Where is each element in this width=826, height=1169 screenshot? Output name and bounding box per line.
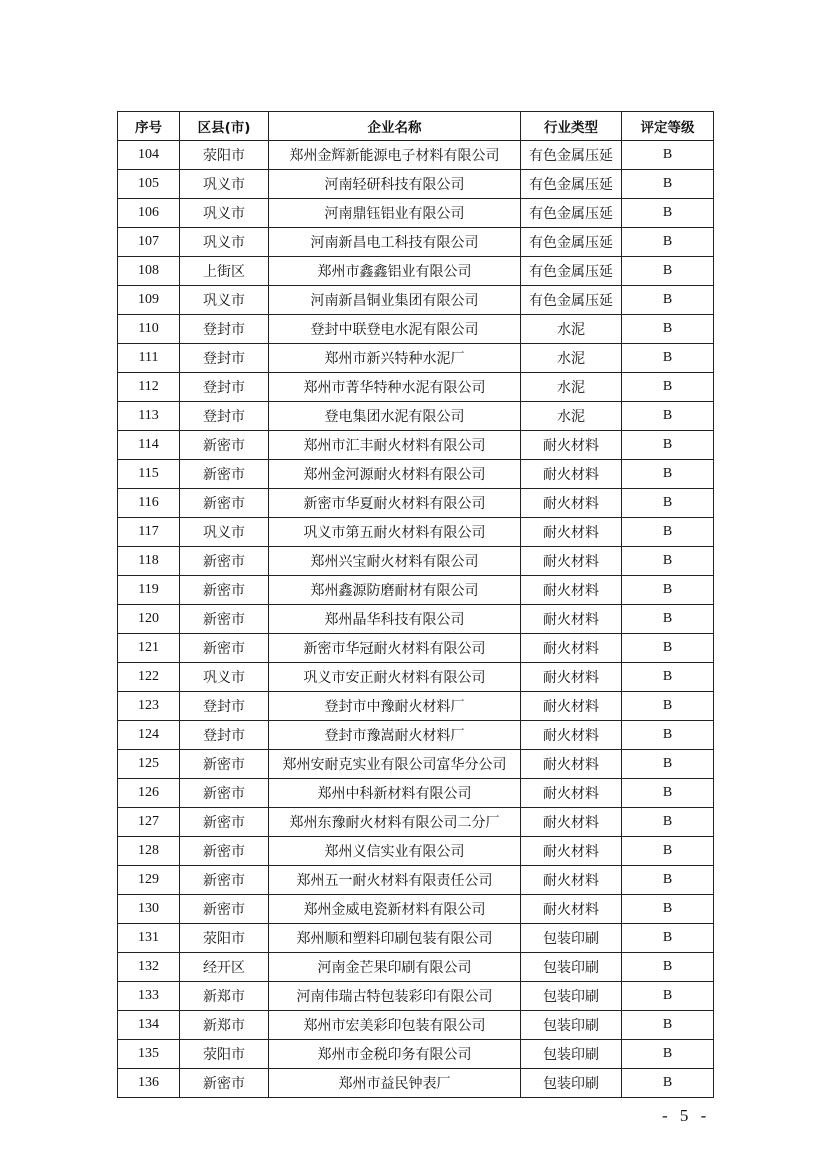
cell-index: 128	[118, 837, 180, 866]
cell-district: 登封市	[180, 344, 269, 373]
cell-industry: 包装印刷	[521, 953, 622, 982]
cell-grade: B	[622, 1069, 714, 1098]
cell-district: 新密市	[180, 605, 269, 634]
cell-company: 河南轻研科技有限公司	[269, 170, 521, 199]
cell-company: 郑州鑫源防磨耐材有限公司	[269, 576, 521, 605]
cell-industry: 耐火材料	[521, 779, 622, 808]
cell-grade: B	[622, 199, 714, 228]
cell-company: 新密市华夏耐火材料有限公司	[269, 489, 521, 518]
table-row	[118, 373, 714, 402]
cell-index: 113	[118, 402, 180, 431]
cell-company: 河南新昌电工科技有限公司	[269, 228, 521, 257]
cell-grade: B	[622, 315, 714, 344]
page-number: - 5 -	[662, 1106, 711, 1125]
cell-index: 114	[118, 431, 180, 460]
cell-district: 上街区	[180, 257, 269, 286]
table-row	[118, 721, 714, 750]
table-row	[118, 344, 714, 373]
cell-industry: 耐火材料	[521, 721, 622, 750]
header-district: 区县(市)	[180, 112, 269, 141]
cell-district: 新密市	[180, 634, 269, 663]
cell-index: 104	[118, 141, 180, 170]
cell-grade: B	[622, 170, 714, 199]
cell-grade: B	[622, 924, 714, 953]
cell-company: 郑州顺和塑料印刷包装有限公司	[269, 924, 521, 953]
cell-grade: B	[622, 895, 714, 924]
cell-industry: 包装印刷	[521, 1069, 622, 1098]
table-row	[118, 1040, 714, 1069]
table-row	[118, 402, 714, 431]
table-row	[118, 489, 714, 518]
cell-index: 107	[118, 228, 180, 257]
cell-district: 巩义市	[180, 518, 269, 547]
cell-district: 巩义市	[180, 170, 269, 199]
cell-index: 112	[118, 373, 180, 402]
cell-company: 郑州金威电瓷新材料有限公司	[269, 895, 521, 924]
cell-index: 111	[118, 344, 180, 373]
table-row	[118, 315, 714, 344]
cell-index: 108	[118, 257, 180, 286]
cell-index: 130	[118, 895, 180, 924]
table-row	[118, 1069, 714, 1098]
cell-district: 新密市	[180, 808, 269, 837]
cell-grade: B	[622, 489, 714, 518]
cell-industry: 耐火材料	[521, 576, 622, 605]
cell-index: 129	[118, 866, 180, 895]
cell-district: 登封市	[180, 315, 269, 344]
cell-grade: B	[622, 663, 714, 692]
table-row	[118, 953, 714, 982]
table-body	[118, 141, 714, 1098]
cell-industry: 水泥	[521, 344, 622, 373]
cell-company: 登电集团水泥有限公司	[269, 402, 521, 431]
header-grade: 评定等级	[622, 112, 714, 141]
header-company: 企业名称	[269, 112, 521, 141]
cell-company: 巩义市第五耐火材料有限公司	[269, 518, 521, 547]
cell-grade: B	[622, 605, 714, 634]
cell-grade: B	[622, 518, 714, 547]
cell-company: 巩义市安正耐火材料有限公司	[269, 663, 521, 692]
cell-industry: 耐火材料	[521, 431, 622, 460]
cell-company: 郑州晶华科技有限公司	[269, 605, 521, 634]
cell-industry: 耐火材料	[521, 750, 622, 779]
table-row	[118, 170, 714, 199]
cell-grade: B	[622, 1040, 714, 1069]
cell-grade: B	[622, 808, 714, 837]
cell-industry: 水泥	[521, 315, 622, 344]
cell-grade: B	[622, 953, 714, 982]
cell-company: 河南新昌铜业集团有限公司	[269, 286, 521, 315]
cell-grade: B	[622, 431, 714, 460]
cell-index: 131	[118, 924, 180, 953]
cell-district: 新密市	[180, 460, 269, 489]
cell-index: 126	[118, 779, 180, 808]
cell-industry: 耐火材料	[521, 634, 622, 663]
table-row	[118, 837, 714, 866]
cell-company: 郑州义信实业有限公司	[269, 837, 521, 866]
cell-index: 136	[118, 1069, 180, 1098]
cell-index: 116	[118, 489, 180, 518]
cell-company: 郑州市新兴特种水泥厂	[269, 344, 521, 373]
table-row	[118, 692, 714, 721]
cell-industry: 耐火材料	[521, 547, 622, 576]
cell-index: 118	[118, 547, 180, 576]
enterprise-rating-table	[117, 111, 714, 1098]
cell-district: 登封市	[180, 402, 269, 431]
cell-district: 新密市	[180, 431, 269, 460]
cell-grade: B	[622, 141, 714, 170]
cell-industry: 耐火材料	[521, 518, 622, 547]
cell-company: 郑州市益民钟表厂	[269, 1069, 521, 1098]
cell-grade: B	[622, 721, 714, 750]
table-row	[118, 1011, 714, 1040]
cell-company: 郑州市宏美彩印包装有限公司	[269, 1011, 521, 1040]
table-header-row	[118, 112, 714, 141]
cell-company: 登封市豫嵩耐火材料厂	[269, 721, 521, 750]
cell-industry: 有色金属压延	[521, 286, 622, 315]
table-row	[118, 547, 714, 576]
cell-industry: 耐火材料	[521, 460, 622, 489]
cell-district: 新郑市	[180, 982, 269, 1011]
cell-grade: B	[622, 402, 714, 431]
cell-district: 经开区	[180, 953, 269, 982]
cell-grade: B	[622, 779, 714, 808]
cell-index: 106	[118, 199, 180, 228]
cell-index: 121	[118, 634, 180, 663]
cell-grade: B	[622, 460, 714, 489]
table-row	[118, 924, 714, 953]
table-row	[118, 257, 714, 286]
cell-district: 登封市	[180, 692, 269, 721]
cell-company: 郑州市鑫鑫铝业有限公司	[269, 257, 521, 286]
cell-grade: B	[622, 286, 714, 315]
table-row	[118, 605, 714, 634]
cell-index: 133	[118, 982, 180, 1011]
cell-district: 新密市	[180, 895, 269, 924]
cell-industry: 耐火材料	[521, 866, 622, 895]
cell-industry: 包装印刷	[521, 1011, 622, 1040]
cell-index: 123	[118, 692, 180, 721]
cell-industry: 有色金属压延	[521, 141, 622, 170]
cell-index: 110	[118, 315, 180, 344]
cell-index: 125	[118, 750, 180, 779]
cell-district: 登封市	[180, 373, 269, 402]
cell-district: 巩义市	[180, 228, 269, 257]
cell-grade: B	[622, 982, 714, 1011]
cell-index: 132	[118, 953, 180, 982]
cell-grade: B	[622, 866, 714, 895]
cell-company: 郑州五一耐火材料有限责任公司	[269, 866, 521, 895]
table-row	[118, 286, 714, 315]
cell-district: 新密市	[180, 779, 269, 808]
header-industry: 行业类型	[521, 112, 622, 141]
cell-grade: B	[622, 257, 714, 286]
cell-company: 郑州金河源耐火材料有限公司	[269, 460, 521, 489]
table-row	[118, 779, 714, 808]
cell-grade: B	[622, 837, 714, 866]
cell-company: 郑州市金税印务有限公司	[269, 1040, 521, 1069]
cell-industry: 耐火材料	[521, 808, 622, 837]
cell-index: 127	[118, 808, 180, 837]
table-row	[118, 634, 714, 663]
cell-grade: B	[622, 634, 714, 663]
cell-company: 河南伟瑞古特包装彩印有限公司	[269, 982, 521, 1011]
cell-company: 河南鼎钰铝业有限公司	[269, 199, 521, 228]
cell-grade: B	[622, 1011, 714, 1040]
cell-industry: 水泥	[521, 402, 622, 431]
cell-grade: B	[622, 373, 714, 402]
cell-company: 河南金芒果印刷有限公司	[269, 953, 521, 982]
cell-district: 荥阳市	[180, 924, 269, 953]
cell-company: 登封市中豫耐火材料厂	[269, 692, 521, 721]
cell-company: 郑州金辉新能源电子材料有限公司	[269, 141, 521, 170]
cell-industry: 耐火材料	[521, 837, 622, 866]
cell-industry: 耐火材料	[521, 895, 622, 924]
cell-district: 登封市	[180, 721, 269, 750]
table-row	[118, 808, 714, 837]
cell-company: 郑州市菁华特种水泥有限公司	[269, 373, 521, 402]
cell-grade: B	[622, 692, 714, 721]
cell-index: 135	[118, 1040, 180, 1069]
cell-index: 134	[118, 1011, 180, 1040]
cell-index: 119	[118, 576, 180, 605]
cell-grade: B	[622, 750, 714, 779]
cell-index: 109	[118, 286, 180, 315]
cell-district: 荥阳市	[180, 141, 269, 170]
cell-industry: 耐火材料	[521, 663, 622, 692]
cell-index: 105	[118, 170, 180, 199]
cell-district: 新密市	[180, 576, 269, 605]
cell-company: 郑州市汇丰耐火材料有限公司	[269, 431, 521, 460]
table-row	[118, 750, 714, 779]
table-row	[118, 895, 714, 924]
table-row	[118, 228, 714, 257]
cell-company: 郑州东豫耐火材料有限公司二分厂	[269, 808, 521, 837]
cell-grade: B	[622, 547, 714, 576]
cell-industry: 有色金属压延	[521, 228, 622, 257]
cell-district: 新密市	[180, 1069, 269, 1098]
cell-grade: B	[622, 228, 714, 257]
cell-company: 新密市华冠耐火材料有限公司	[269, 634, 521, 663]
cell-company: 郑州中科新材料有限公司	[269, 779, 521, 808]
cell-industry: 耐火材料	[521, 692, 622, 721]
table-row	[118, 663, 714, 692]
cell-company: 郑州兴宝耐火材料有限公司	[269, 547, 521, 576]
cell-industry: 耐火材料	[521, 605, 622, 634]
cell-district: 新密市	[180, 866, 269, 895]
table-row	[118, 982, 714, 1011]
cell-index: 122	[118, 663, 180, 692]
table-row	[118, 460, 714, 489]
cell-industry: 包装印刷	[521, 982, 622, 1011]
header-index: 序号	[118, 112, 180, 141]
cell-index: 124	[118, 721, 180, 750]
cell-district: 新密市	[180, 489, 269, 518]
cell-grade: B	[622, 576, 714, 605]
cell-district: 巩义市	[180, 286, 269, 315]
cell-district: 新密市	[180, 547, 269, 576]
cell-district: 巩义市	[180, 199, 269, 228]
cell-company: 郑州安耐克实业有限公司富华分公司	[269, 750, 521, 779]
cell-district: 新密市	[180, 750, 269, 779]
cell-industry: 有色金属压延	[521, 257, 622, 286]
cell-district: 巩义市	[180, 663, 269, 692]
table-row	[118, 431, 714, 460]
table-row	[118, 576, 714, 605]
cell-district: 新密市	[180, 837, 269, 866]
cell-grade: B	[622, 344, 714, 373]
cell-industry: 包装印刷	[521, 1040, 622, 1069]
cell-industry: 水泥	[521, 373, 622, 402]
cell-industry: 有色金属压延	[521, 199, 622, 228]
table-row	[118, 199, 714, 228]
cell-industry: 包装印刷	[521, 924, 622, 953]
cell-company: 登封中联登电水泥有限公司	[269, 315, 521, 344]
cell-index: 117	[118, 518, 180, 547]
table-row	[118, 141, 714, 170]
cell-index: 115	[118, 460, 180, 489]
table-row	[118, 518, 714, 547]
cell-industry: 耐火材料	[521, 489, 622, 518]
table-row	[118, 866, 714, 895]
cell-district: 新郑市	[180, 1011, 269, 1040]
cell-index: 120	[118, 605, 180, 634]
cell-industry: 有色金属压延	[521, 170, 622, 199]
cell-district: 荥阳市	[180, 1040, 269, 1069]
